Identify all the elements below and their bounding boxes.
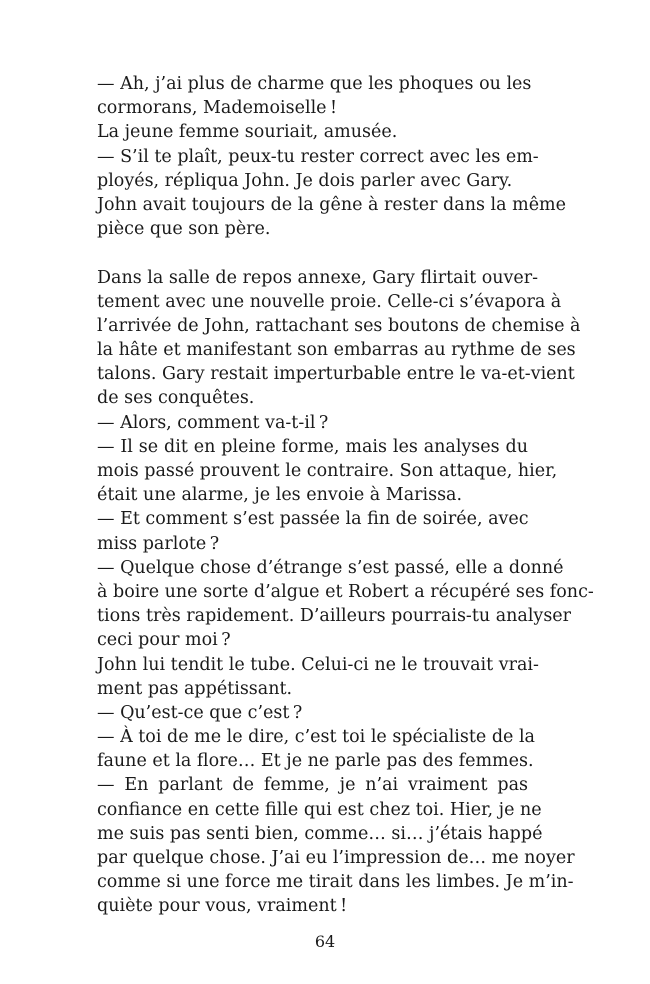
text-line: la hâte et manifestant son embarras au rythme de ses bbox=[97, 340, 576, 361]
text-line: talons. Gary restait imperturbable entre le va-et-vient bbox=[97, 364, 575, 385]
text-line: quiète pour vous, vraiment ! bbox=[97, 896, 348, 917]
text-line: John lui tendit le tube. Celui-ci ne le trouvait vrai- bbox=[97, 654, 539, 675]
text-line: miss parlote ? bbox=[97, 533, 220, 554]
text-line: — Et comment s’est passée la fin de soirée, avec bbox=[97, 509, 529, 530]
body-text bbox=[97, 72, 594, 919]
text-line: — Il se dit en pleine forme, mais les analyses du bbox=[97, 436, 528, 457]
text-line: ment pas appétissant. bbox=[97, 678, 293, 699]
text-line: tement avec une nouvelle proie. Celle-ci s’évapora à bbox=[97, 291, 562, 312]
text-line: — À toi de me le dire, c’est toi le spécialiste de la bbox=[97, 727, 535, 748]
text-line: mois passé prouvent le contraire. Son attaque, hier, bbox=[97, 461, 558, 481]
text-line: me suis pas senti bien, comme… si… j’étais happé bbox=[97, 823, 543, 844]
text-line: — Qu’est-ce que c’est ? bbox=[97, 702, 303, 723]
text-line: à boire une sorte d’algue et Robert a récupéré ses fonc- bbox=[97, 581, 594, 602]
text-line: La jeune femme souriait, amusée. bbox=[97, 122, 398, 143]
text-line: de ses conquêtes. bbox=[97, 388, 255, 409]
text-line: — Ah, j’ai plus de charme que les phoques ou les bbox=[97, 74, 532, 94]
text-line: faune et la flore… Et je ne parle pas des femmes. bbox=[97, 751, 534, 772]
text-line: cormorans, Mademoiselle ! bbox=[97, 98, 338, 119]
text-line: ceci pour moi ? bbox=[97, 630, 231, 651]
text-line: — S’il te plaît, peux-tu rester correct avec les em- bbox=[97, 146, 539, 167]
text-line: l’arrivée de John, rattachant ses boutons de chemise à bbox=[97, 315, 581, 336]
text-line: tions très rapidement. D’ailleurs pourrais-tu analyser bbox=[97, 606, 572, 627]
text-line: confiance en cette fille qui est chez toi. Hier, je ne bbox=[97, 799, 542, 820]
text-line: par quelque chose. J’ai eu l’impression de… me noyer bbox=[97, 848, 575, 868]
paragraph-break bbox=[97, 241, 528, 265]
text-line: John avait toujours de la gêne à rester dans la même bbox=[97, 194, 567, 215]
text-line: pièce que son père. bbox=[97, 219, 271, 240]
text-line: ployés, répliqua John. Je dois parler avec Gary. bbox=[97, 170, 513, 191]
text-line: — En parlant de femme, je n’ai vraiment pas bbox=[97, 775, 528, 796]
text-line: comme si une force me tirait dans les limbes. Je m’in- bbox=[97, 872, 574, 893]
text-line: était une alarme, je les envoie à Marissa. bbox=[97, 485, 463, 506]
page-number: 64 bbox=[314, 932, 336, 951]
text-line: Dans la salle de repos annexe, Gary flirtait ouver- bbox=[97, 267, 539, 288]
text-line: — Alors, comment va-t-il ? bbox=[97, 412, 329, 433]
text-line: — Quelque chose d’étrange s’est passé, elle a donné bbox=[97, 557, 564, 578]
